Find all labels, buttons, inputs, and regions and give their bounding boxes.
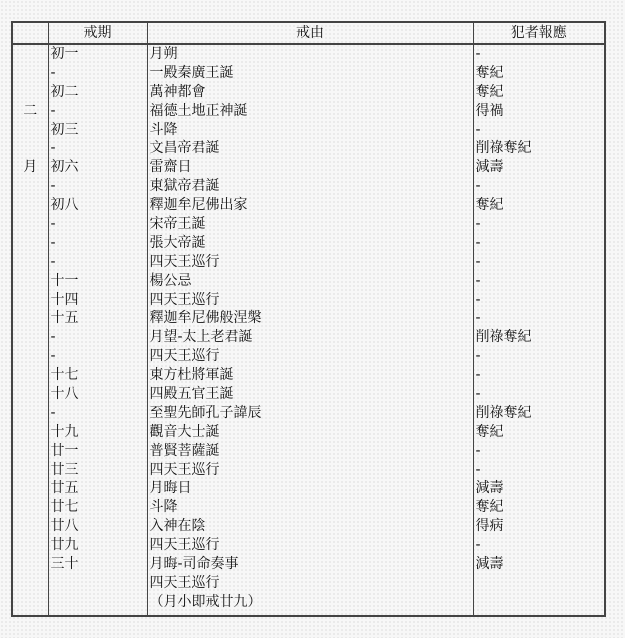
event-entry: 一殿秦廣王誕 (149, 64, 234, 81)
penalty-entry: 奪紀 (475, 197, 504, 214)
penalty-entry: - (475, 234, 481, 251)
day-entry: - (50, 329, 56, 346)
event-entry: 四天王巡行 (149, 348, 220, 365)
event-entry: （月小即戒廿九） (149, 593, 262, 610)
penalty-entry: - (475, 442, 481, 459)
penalty-entry: - (475, 178, 481, 195)
penalty-entry: 奪紀 (475, 423, 504, 440)
day-entry: 十七 (50, 367, 79, 384)
penalty-entry (476, 593, 605, 612)
day-entry: 廿三 (50, 461, 79, 478)
event-entry: 入神在陰 (149, 518, 206, 535)
penalty-entry: - (475, 46, 481, 62)
penalty-entry: - (475, 121, 481, 138)
event-entry: 東獄帝君誕 (149, 178, 220, 195)
event-entry: 宋帝王誕 (149, 216, 206, 233)
penalty-entry: 奪紀 (475, 83, 504, 100)
day-entry: - (50, 348, 56, 365)
event-entry: 萬神都會 (149, 83, 206, 100)
event-entry: 楊公忌 (149, 272, 192, 289)
penalty-entry (476, 574, 605, 593)
day-entry: - (50, 404, 56, 421)
penalty-entry: - (475, 272, 481, 289)
penalty-entry: - (475, 537, 481, 554)
day-entry: 廿八 (50, 518, 79, 535)
precepts-table (11, 21, 606, 617)
event-entry: 四天王巡行 (149, 253, 220, 270)
penalty-entry: 削祿奪紀 (475, 140, 532, 157)
penalty-entry: - (475, 367, 481, 384)
penalty-entry: 奪紀 (475, 499, 504, 516)
document-page (11, 21, 606, 617)
day-entry: 十四 (50, 291, 79, 308)
header-penalty: 犯者報應 (473, 22, 605, 44)
event-entry: 斗降 (149, 499, 178, 516)
event-entry: 四天王巡行 (149, 537, 220, 554)
day-entry: 十一 (50, 272, 79, 289)
month-label-char (13, 64, 48, 83)
day-entry: 三十 (50, 556, 79, 573)
table-body-row (12, 44, 605, 616)
event-entry: 四天王巡行 (149, 461, 220, 478)
day-entry: 廿九 (50, 537, 79, 554)
day-column (48, 44, 147, 616)
day-entry: 初八 (50, 197, 79, 214)
day-entry: 廿一 (50, 442, 79, 459)
penalty-entry: 得病 (475, 518, 504, 535)
penalty-entry: 奪紀 (475, 64, 504, 81)
event-entry: 文昌帝君誕 (149, 140, 220, 157)
day-entry: 十八 (50, 386, 79, 403)
day-entry: - (50, 234, 56, 251)
penalty-entry: - (475, 461, 481, 478)
penalty-column (473, 44, 605, 616)
month-cell (12, 44, 48, 616)
event-entry: 張大帝誕 (149, 234, 206, 251)
event-entry: 釋迦牟尼佛般涅槃 (149, 310, 262, 327)
event-entry: 福德土地正神誕 (149, 102, 248, 119)
month-label-char: 月 (23, 159, 38, 176)
event-entry: 月朔 (149, 46, 178, 62)
day-entry (51, 574, 147, 593)
event-entry: 釋迦牟尼佛出家 (149, 197, 248, 214)
event-column (147, 44, 473, 616)
day-entry: 初三 (50, 121, 79, 138)
day-entry: 廿五 (50, 480, 79, 497)
event-entry: 四天王巡行 (149, 291, 220, 308)
penalty-entry: - (475, 386, 481, 403)
header-day: 戒期 (48, 22, 147, 44)
event-entry: 月晦-司命奏事 (149, 556, 239, 573)
event-entry: 月晦日 (149, 480, 192, 497)
day-entry: 十五 (50, 310, 79, 327)
penalty-entry: 削祿奪紀 (475, 329, 532, 346)
table-header-row (12, 22, 605, 44)
day-entry: - (50, 178, 56, 195)
day-entry: 初一 (50, 46, 79, 62)
penalty-entry: - (475, 310, 481, 327)
day-entry: - (50, 216, 56, 233)
penalty-entry: - (475, 253, 481, 270)
day-entry: - (50, 253, 56, 270)
event-entry: 至聖先師孔子諱辰 (149, 404, 262, 421)
penalty-entry: 削祿奪紀 (475, 404, 532, 421)
event-entry: 四殿五官王誕 (149, 386, 234, 403)
penalty-entry: 得禍 (475, 102, 504, 119)
month-label-char (13, 139, 48, 158)
day-entry: - (50, 102, 56, 119)
penalty-entry: - (475, 216, 481, 233)
day-entry: 十九 (50, 423, 79, 440)
month-label-char (13, 45, 48, 64)
header-month (12, 22, 48, 44)
event-entry: 觀音大士誕 (149, 423, 220, 440)
penalty-entry: - (475, 291, 481, 308)
day-entry: - (50, 64, 56, 81)
penalty-entry: - (475, 348, 481, 365)
day-entry: - (50, 140, 56, 157)
month-label-char (13, 83, 48, 102)
event-entry: 雷齋日 (149, 159, 192, 176)
header-event: 戒由 (147, 22, 473, 44)
penalty-entry: 減壽 (475, 556, 504, 573)
event-entry: 四天王巡行 (149, 574, 220, 591)
day-entry (51, 593, 147, 612)
event-entry: 普賢菩薩誕 (149, 442, 220, 459)
event-entry: 月望-太上老君誕 (149, 329, 253, 346)
event-entry: 東方杜將軍誕 (149, 367, 234, 384)
month-label-char (13, 121, 48, 140)
penalty-entry: 減壽 (475, 159, 504, 176)
month-label-char: 二 (23, 102, 38, 119)
day-entry: 初二 (50, 83, 79, 100)
penalty-entry: 減壽 (475, 480, 504, 497)
day-entry: 初六 (50, 159, 79, 176)
event-entry: 斗降 (149, 121, 178, 138)
day-entry: 廿七 (50, 499, 79, 516)
